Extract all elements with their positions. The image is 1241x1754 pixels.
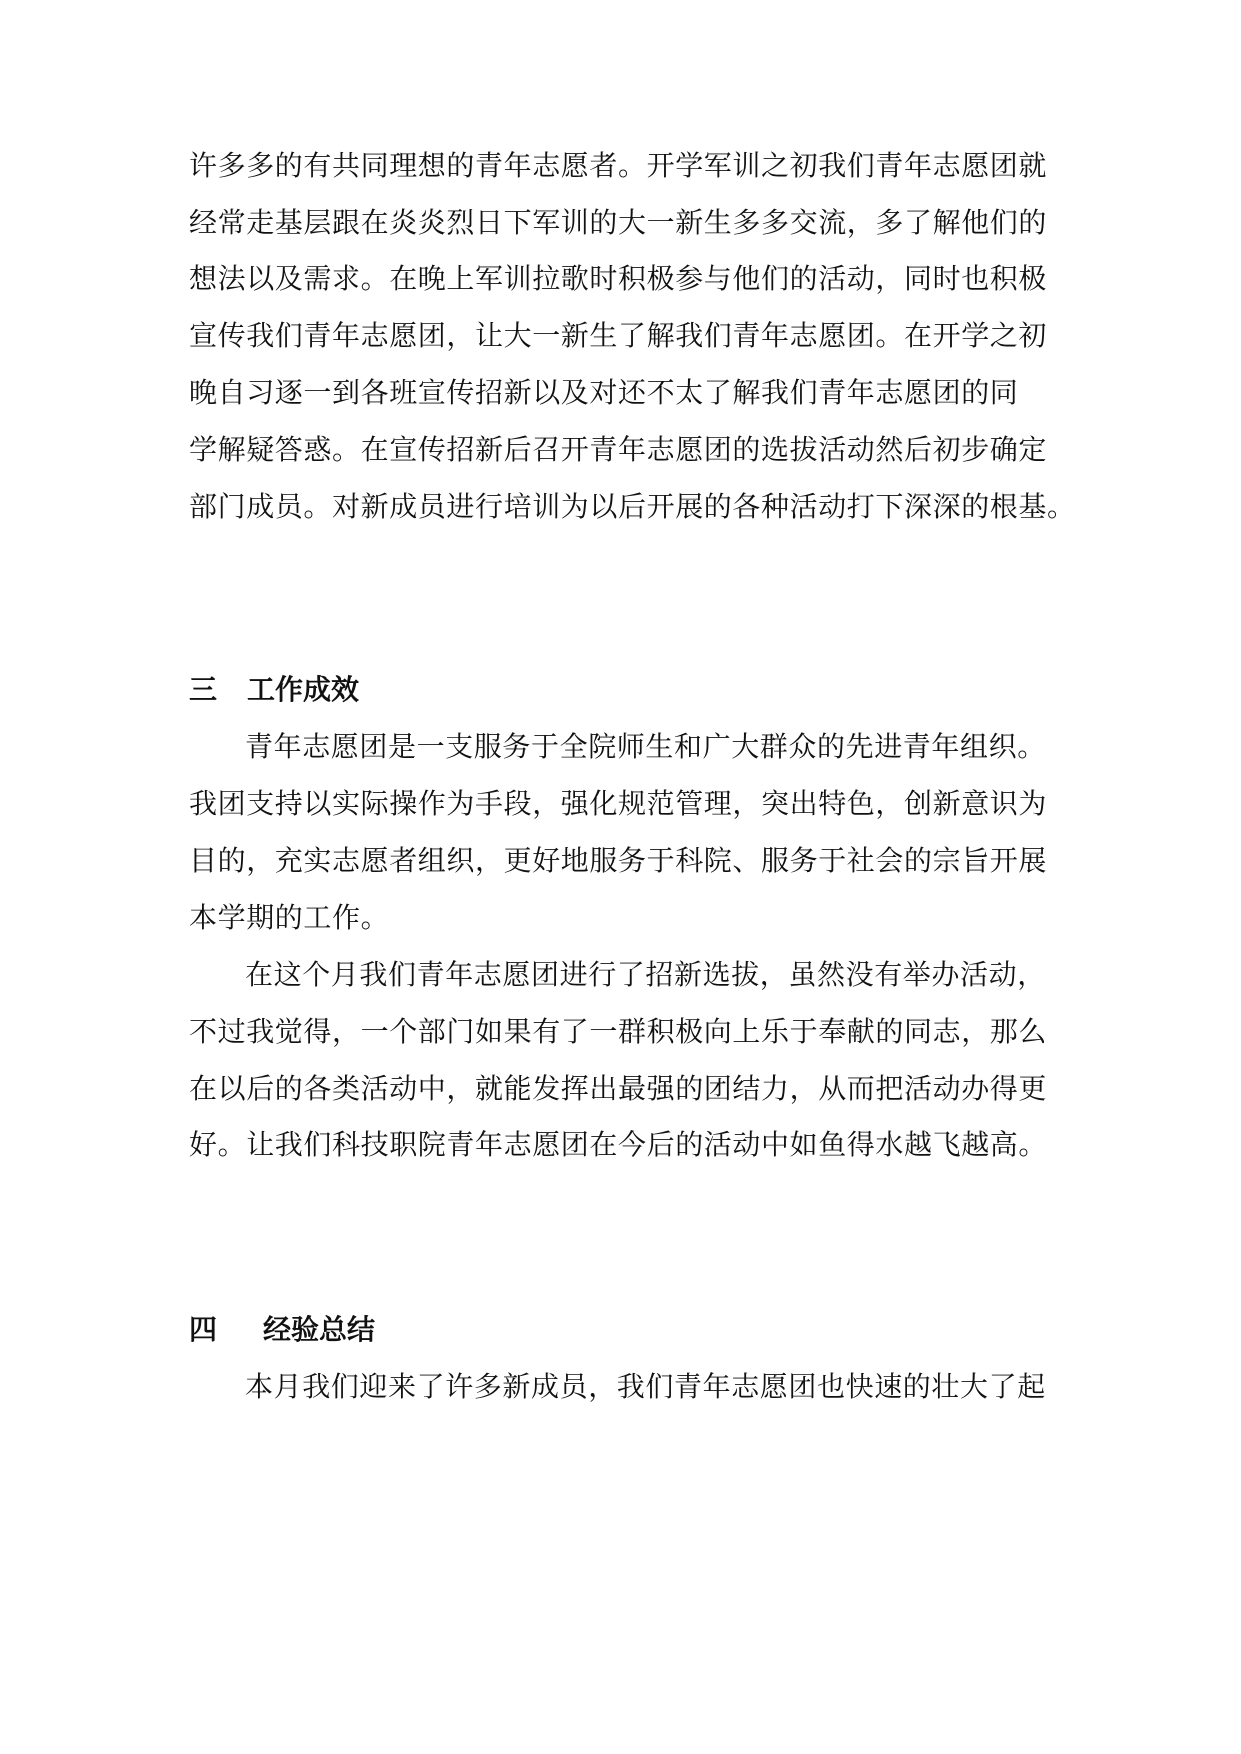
- text-line: 部门成员。对新成员进行培训为以后开展的各种活动打下深深的根基。: [189, 490, 1076, 523]
- text-line: 青年志愿团是一支服务于全院师生和广大群众的先进青年组织。: [245, 730, 1046, 763]
- section-title: 经验总结: [263, 1313, 376, 1346]
- text-line: 晚自习逐一到各班宣传招新以及对还不太了解我们青年志愿团的同: [189, 376, 1019, 409]
- text-line: 许多多的有共同理想的青年志愿者。开学军训之初我们青年志愿团就: [189, 149, 1048, 182]
- text-line: 本月我们迎来了许多新成员，我们青年志愿团也快速的壮大了起: [245, 1370, 1046, 1403]
- text-line: 不过我觉得，一个部门如果有了一群积极向上乐于奉献的同志，那么: [189, 1015, 1048, 1048]
- text-line: 学解疑答惑。在宣传招新后召开青年志愿团的选拔活动然后初步确定: [189, 433, 1048, 466]
- text-line: 好。让我们科技职院青年志愿团在今后的活动中如鱼得水越飞越高。: [189, 1128, 1048, 1161]
- text-line: 目的，充实志愿者组织，更好地服务于科院、服务于社会的宗旨开展: [189, 844, 1048, 877]
- text-line: 宣传我们青年志愿团，让大一新生了解我们青年志愿团。在开学之初: [189, 319, 1048, 352]
- section-heading-4: [189, 1310, 375, 1350]
- text-line: 经常走基层跟在炎炎烈日下军训的大一新生多多交流，多了解他们的: [189, 206, 1048, 239]
- text-line: 想法以及需求。在晚上军训拉歌时积极参与他们的活动，同时也积极: [189, 262, 1048, 295]
- text-line: 本学期的工作。: [189, 901, 390, 934]
- text-line: 在以后的各类活动中，就能发挥出最强的团结力，从而把活动办得更: [189, 1072, 1048, 1105]
- section-title: 工作成效: [247, 673, 360, 706]
- section-number: 四: [189, 1313, 218, 1346]
- section-number: 三: [189, 673, 218, 706]
- text-line: 我团支持以实际操作为手段，强化规范管理，突出特色，创新意识为: [189, 787, 1048, 820]
- text-line: 在这个月我们青年志愿团进行了招新选拔，虽然没有举办活动，: [245, 958, 1046, 991]
- section-heading-3: [189, 670, 359, 710]
